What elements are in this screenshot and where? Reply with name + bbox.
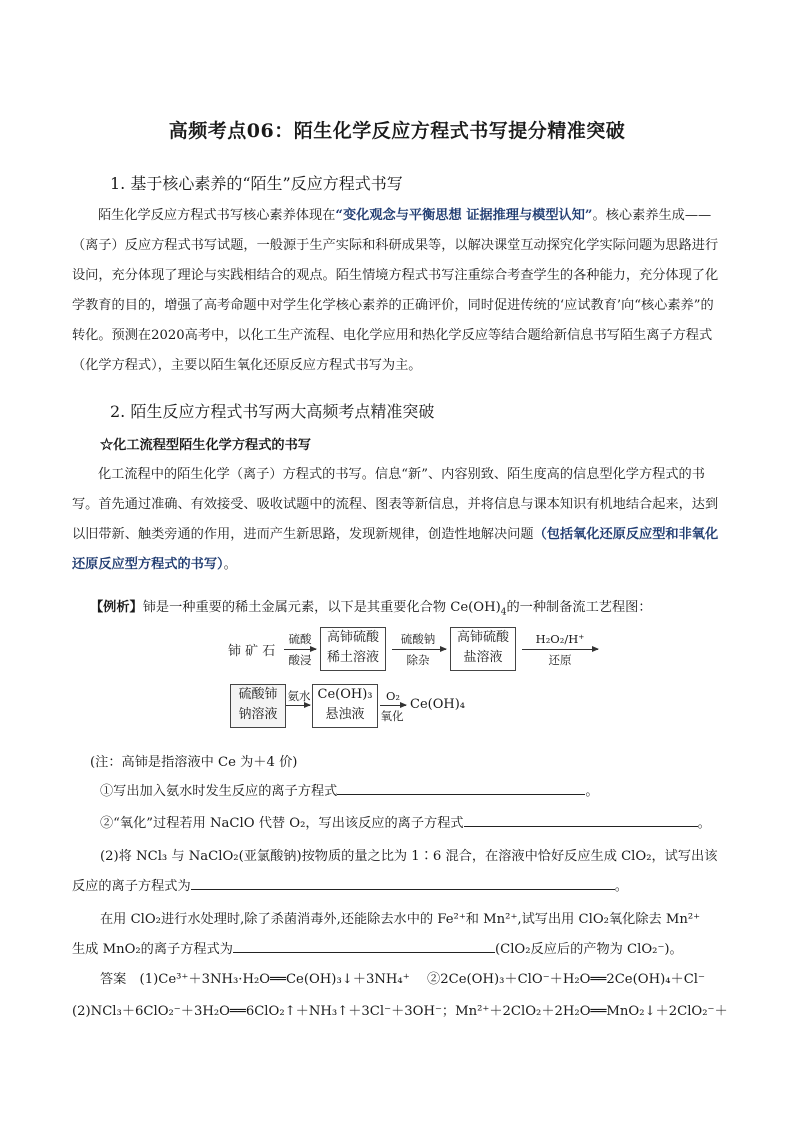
flow-box-line: Ce(OH)₃: [317, 687, 373, 702]
question-end: 。: [585, 784, 599, 799]
question-3-line-2: [72, 875, 628, 894]
flow-arrow: [522, 649, 598, 650]
question-3-line-1: (2)将 NCl₃ 与 NaClO₂(亚氯酸钠)按物质的量之比为 1∶6 混合，在溶液中恰好反应生成 ClO₂，试写出该: [100, 849, 718, 864]
flow-box: [450, 627, 516, 671]
question-text: 生成 MnO₂的离子方程式为: [72, 942, 233, 957]
paragraph-text: 。核心素养生成——（离子）反应方程式书写试题，一般源于生产实际和科研成果等，以解决课堂互动探究化学实际问题为思路进行设问，充分体现了理论与实践相结合的观点。陌生情境方程式书写注重综合考查学生的各种能力，充分体现了化学教育的目的，增强了高考命题中对学生化学核心素养的正确评价，同时促进传统的‘应试教育’向“核心素养”的 转化。预测在2020高考中，以化工生产流程、电化学应用和热化学反应等结合题给新信息书写陌生离子方程式（化学方程式），主要以陌生氧化还原反应方程式书写为主。: [72, 208, 719, 373]
flow-step-label: 酸浸: [288, 653, 312, 667]
flow-reagent-label: 硫酸钠: [400, 632, 436, 646]
subsection-heading: ☆化工流程型陌生化学方程式的书写: [100, 438, 311, 453]
answer-blank: [464, 812, 698, 827]
flow-arrow: [392, 649, 446, 650]
note-text: (注：高铈是指溶液中 Ce 为＋4 价): [90, 755, 298, 770]
flow-reagent-label: H₂O₂/H⁺: [535, 632, 585, 646]
question-text: ①写出加入氨水时发生反应的离子方程式: [100, 784, 338, 799]
flow-reagent-label: 氨水: [287, 689, 311, 703]
flow-box-line: 盐溶液: [463, 650, 503, 665]
section-2-heading: 2. 陌生反应方程式书写两大高频考点精准突破: [110, 402, 435, 421]
question-4-line-2: [72, 938, 683, 957]
question-end: (ClO₂反应后的产物为 ClO₂⁻)。: [494, 942, 683, 957]
emphasis-text: “变化观念与平衡思想 证据推理与模型认知”: [335, 208, 593, 223]
flow-arrow: [286, 705, 310, 706]
paragraph-text: 陌生化学反应方程式书写核心素养体现在: [98, 208, 336, 223]
question-4-line-1: 在用 ClO₂进行水处理时,除了杀菌消毒外,还能除去水中的 Fe²⁺和 Mn²⁺,试写出用 ClO₂氧化除去 Mn²⁺: [100, 912, 701, 927]
flow-box-line: 悬浊液: [325, 707, 365, 722]
flow-box: [320, 627, 386, 671]
emphasis-text: （包括氧化还原反应型和非氧化还原反应型方程式的书写）: [72, 527, 719, 572]
flow-step-label: 除杂: [406, 653, 430, 667]
flow-product-label: Ce(OH)₄: [410, 697, 465, 712]
flow-box: [312, 684, 378, 728]
answer-blank: [337, 780, 585, 795]
flow-box-line: 钠溶液: [238, 707, 278, 722]
answer-line-2: (2)NCl₃＋6ClO₂⁻＋3H₂O══6ClO₂↑＋NH₃↑＋3Cl⁻＋3OH⁻；Mn²⁺＋2ClO₂＋2H₂O══MnO₂↓＋2ClO₂⁻＋: [72, 1004, 728, 1019]
example-intro-text: 铈是一种重要的稀土金属元素，以下是其重要化合物 Ce(OH): [142, 600, 501, 615]
question-end: 。: [614, 879, 628, 894]
question-end: 。: [697, 816, 711, 831]
section-1-heading: 1. 基于核心素养的“陌生”反应方程式书写: [110, 174, 403, 193]
example-intro-text: 的一种制备流工艺程图：: [506, 600, 652, 615]
flow-arrow: [284, 649, 316, 650]
paragraph-text: 。: [223, 557, 237, 572]
page-title: 高频考点06：陌生化学反应方程式书写提分精准突破: [168, 120, 626, 142]
flow-box-line: 稀土溶液: [326, 650, 379, 665]
flow-box-line: 高铈硫酸: [326, 630, 379, 645]
flow-arrow: [380, 705, 406, 706]
subscript: 4: [500, 607, 507, 618]
flow-ore-label: 铈 矿 石: [228, 644, 276, 659]
answer-blank: [233, 938, 495, 953]
question-text: ②“氧化”过程若用 NaClO 代替 O₂，写出该反应的离子方程式: [100, 816, 464, 831]
flow-reagent-label: 硫酸: [288, 632, 312, 646]
example-tag: 【例析】: [90, 600, 143, 615]
answer-line-1: 答案 (1)Ce³⁺＋3NH₃·H₂O══Ce(OH)₃↓＋3NH₄⁺ ②2Ce(OH)₃＋ClO⁻＋H₂O══2Ce(OH)₄＋Cl⁻: [100, 972, 705, 987]
question-1: [100, 780, 599, 799]
flow-reagent-label: O₂: [385, 689, 401, 703]
answer-blank: [191, 875, 615, 890]
flow-step-label: 还原: [548, 653, 572, 667]
question-text: 反应的离子方程式为: [72, 879, 191, 894]
flow-step-label: 氧化: [380, 709, 404, 723]
flow-box-line: 硫酸铈: [238, 687, 278, 702]
question-2: [100, 812, 711, 831]
flow-box: [230, 684, 286, 728]
flow-box-line: 高铈硫酸: [456, 630, 509, 645]
paragraph-text: 化工流程中的陌生化学（离子）方程式的书写。信息“新”、内容别致、陌生度高的信息型化学方程式的书写。首先通过准确、有效接受、吸收试题中的流程、图表等新信息，并将信息与课本知识有机地结合起来，达到以旧带新、触类旁通的作用，进而产生新思路，发现新规律，创造性地解决问题: [72, 467, 719, 542]
